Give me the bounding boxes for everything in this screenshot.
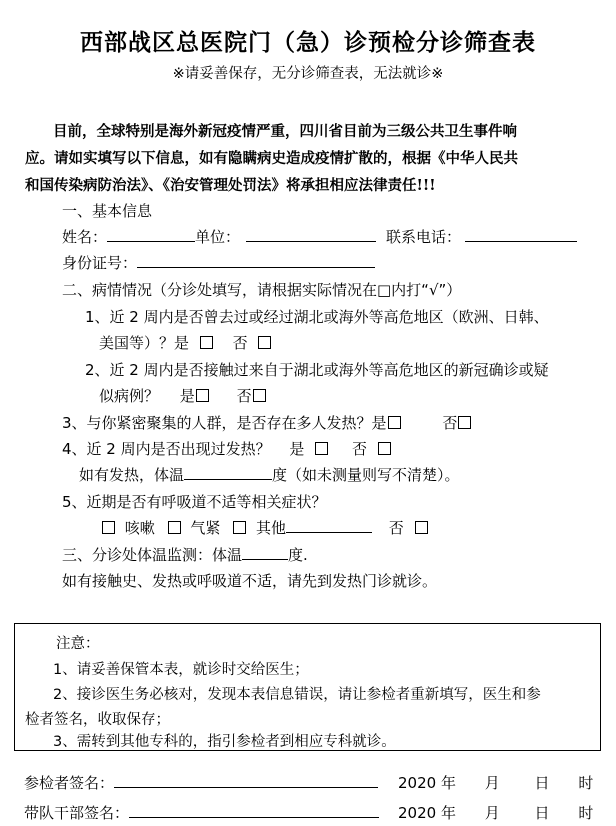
id-number-field[interactable] (137, 253, 375, 268)
leader-signature-row (24, 802, 379, 823)
leader-signature-label: 带队干部签名： (24, 804, 130, 822)
cough-label: 咳嗽 (124, 519, 155, 537)
cough-checkbox[interactable] (102, 521, 115, 534)
q3-no-label: 否 (442, 414, 458, 432)
unit-label: 单位： (195, 228, 241, 246)
examinee-signature-row (24, 772, 378, 793)
q1-yes-checkbox[interactable] (200, 336, 213, 349)
examinee-date-row (398, 772, 593, 793)
fever-suffix: 度（如未测量则写不清楚）。 (272, 466, 460, 484)
unit-field[interactable] (246, 227, 376, 242)
fever-temperature-row (79, 464, 460, 485)
question-5-text: 5、近期是否有呼吸道不适等相关症状？ (62, 493, 327, 511)
section-basic-info-heading: 一、基本信息 (62, 202, 153, 220)
q4-no-label: 否 (351, 440, 367, 458)
q4-yes-checkbox[interactable] (315, 442, 328, 455)
question-2-line-1: 2、近 2 周内是否接触过来自于湖北或海外等高危地区的新冠确诊或疑 (85, 361, 549, 379)
name-row (62, 226, 577, 247)
question-2-line-2 (99, 385, 267, 406)
q2-yes-checkbox[interactable] (196, 389, 209, 402)
note-1: 1、请妥善保管本表，就诊时交给医生； (53, 662, 309, 678)
other-symptom-checkbox[interactable] (233, 521, 246, 534)
notes-box (14, 623, 601, 751)
fever-prefix: 如有发热，体温 (79, 466, 185, 484)
temperature-monitor-prefix: 三、分诊处体温监测：体温 (62, 546, 243, 564)
q4-yes-label: 是 (289, 440, 305, 458)
note-3: 3、需转到其他专科的，指引参检者到相应专科就诊。 (53, 734, 396, 750)
warning-line-3: 和国传染病防治法》、《治安管理处罚法》将承担相应法律责任!!! (25, 177, 436, 194)
warning-line-1: 目前，全球特别是海外新冠疫情严重，四川省目前为三级公共卫生事件响 (53, 123, 517, 140)
note-2-line-2: 检者签名，收取保存； (25, 712, 170, 728)
triage-temperature-field[interactable] (242, 545, 288, 560)
q2-no-label: 否 (236, 387, 252, 405)
warning-line-2: 应。请如实填写以下信息，如有隐瞒病史造成疫情扩散的，根据《中华人民共 (25, 150, 518, 167)
leader-year: 2020 年 (398, 804, 456, 822)
id-row (62, 252, 375, 273)
examinee-year: 2020 年 (398, 774, 456, 792)
q3-yes-checkbox[interactable] (388, 416, 401, 429)
symptoms-no-checkbox[interactable] (415, 521, 428, 534)
q3-no-checkbox[interactable] (458, 416, 471, 429)
q2-yes-label: 是 (179, 387, 195, 405)
examinee-hour: 时 (578, 774, 594, 792)
examinee-signature-label: 参检者签名： (24, 774, 115, 792)
question-4-text: 4、近 2 周内是否出现过发热？ (62, 440, 271, 458)
question-3-row (62, 412, 472, 433)
phone-label: 联系电话： (386, 228, 462, 246)
name-label: 姓名： (62, 228, 108, 246)
leader-day: 日 (534, 804, 550, 822)
name-field[interactable] (107, 227, 195, 242)
q1-no-label: 否 (232, 334, 248, 352)
leader-date-row (398, 802, 593, 823)
examinee-day: 日 (534, 774, 550, 792)
question-1-line-1: 1、近 2 周内是否曾去过或经过湖北或海外等高危地区（欧洲、日韩、 (85, 308, 549, 326)
question-3-text: 3、与你紧密聚集的人群，是否存在多人发热？是 (62, 414, 387, 432)
short-breath-checkbox[interactable] (168, 521, 181, 534)
q1-no-checkbox[interactable] (258, 336, 271, 349)
phone-field[interactable] (465, 227, 577, 242)
note-2-line-1: 2、接诊医生务必核对，发现本表信息错误，请让参检者重新填写，医生和参 (53, 687, 541, 703)
page-subtitle: ※请妥善保存，无分诊筛查表，无法就诊※ (172, 66, 444, 82)
leader-hour: 时 (578, 804, 594, 822)
examinee-signature-field[interactable] (114, 773, 378, 788)
fever-temperature-field[interactable] (184, 465, 272, 480)
symptoms-no-label: 否 (388, 519, 404, 537)
temperature-monitor-row (62, 544, 308, 565)
id-label: 身份证号： (62, 254, 138, 272)
leader-month: 月 (484, 804, 500, 822)
other-symptom-label: 其他 (255, 519, 286, 537)
temperature-monitor-suffix: 度. (288, 546, 308, 564)
q2-no-checkbox[interactable] (253, 389, 266, 402)
section-condition-heading: 二、病情情况（分诊处填写，请根据实际情况在□内打“√”） (62, 281, 462, 299)
question-1-line-2 (99, 332, 272, 353)
question-2-text: 似病例？ (99, 387, 160, 405)
leader-signature-field[interactable] (129, 803, 379, 818)
other-symptom-field[interactable] (286, 518, 372, 533)
question-4-row (62, 438, 392, 459)
fever-clinic-advice: 如有接触史、发热或呼吸道不适，请先到发热门诊就诊。 (62, 572, 438, 590)
question-1-text: 美国等）？是 (99, 334, 190, 352)
symptoms-row (101, 517, 429, 538)
short-breath-label: 气紧 (190, 519, 221, 537)
notes-title: 注意： (56, 636, 100, 652)
page-title: 西部战区总医院门（急）诊预检分诊筛查表 (80, 30, 536, 56)
examinee-month: 月 (484, 774, 500, 792)
q4-no-checkbox[interactable] (378, 442, 391, 455)
